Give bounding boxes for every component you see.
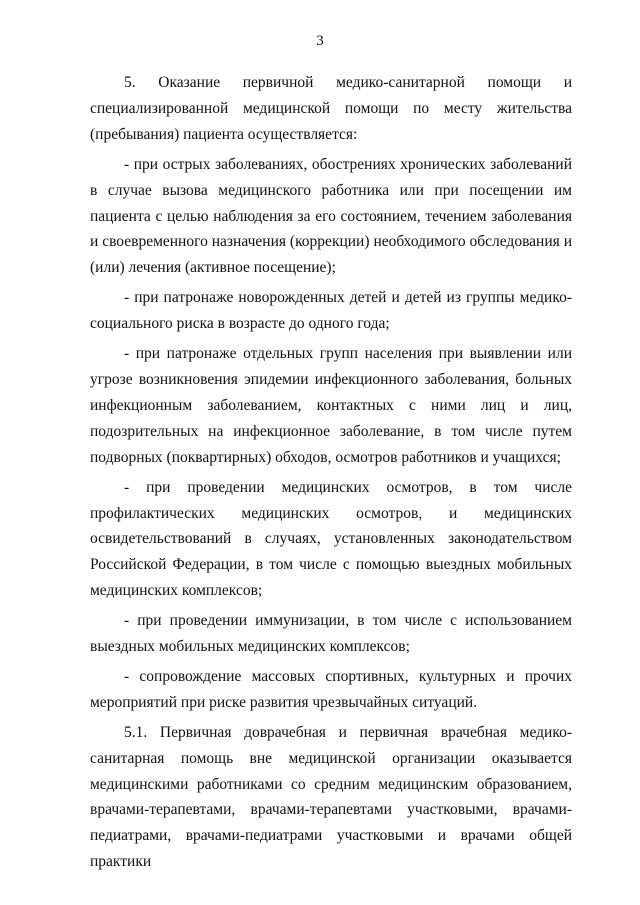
list-item-newborn-patronage: - при патронаже новорожденных детей и детей из группы медико-социального риска в возрасте до одного года;: [90, 289, 572, 333]
list-item-acute-diseases: - при острых заболеваниях, обострениях хронических заболеваний в случае вызова медицинского работника или при посещении им пациента с целью наблюдения за его состоянием, течением заболевания и своевременного назначения (коррекции) необходимого обследования и (или) лечения (активное посещение);: [90, 155, 572, 277]
page-number: 3: [316, 33, 324, 49]
paragraph-5-intro: 5. Оказание первичной медико-санитарной помощи и специализированной медицинской помощи по месту жительства (пребывания) пациента осуществляется:: [90, 74, 572, 143]
list-item-epidemic-patronage: - при патронаже отдельных групп населения при выявлении или угрозе возникновения эпидемии инфекционного заболевания, больных инфекционным заболеванием, контактных с ними лиц и лиц, подозрительных на инфекционное заболевание, в том числе путем подворных (поквартирных) обходов, осмотров работников и учащихся;: [90, 345, 572, 466]
document-body: [90, 70, 572, 879]
list-item-mass-events: - сопровождение массовых спортивных, культурных и прочих мероприятий при риске развития чрезвычайных ситуаций.: [90, 667, 572, 711]
list-item-medical-examinations: - при проведении медицинских осмотров, в том числе профилактических медицинских осмотров, и медицинских освидетельствований в случаях, установленных законодательством Российской Федерации, в том числе с помощью выездных мобильных медицинских комплексов;: [90, 478, 572, 600]
paragraph-5-1: 5.1. Первичная доврачебная и первичная врачебная медико-санитарная помощь вне медицинской организации оказывается медицинскими работниками со средним медицинским образованием, врачами-терапевтами, врачами-терапевтами участковыми, врачами-педиатрами, врачами-педиатрами участковыми и врачами общей практики: [90, 723, 572, 871]
list-item-immunization: - при проведении иммунизации, в том числе с использованием выездных мобильных медицинских комплексов;: [90, 612, 572, 656]
